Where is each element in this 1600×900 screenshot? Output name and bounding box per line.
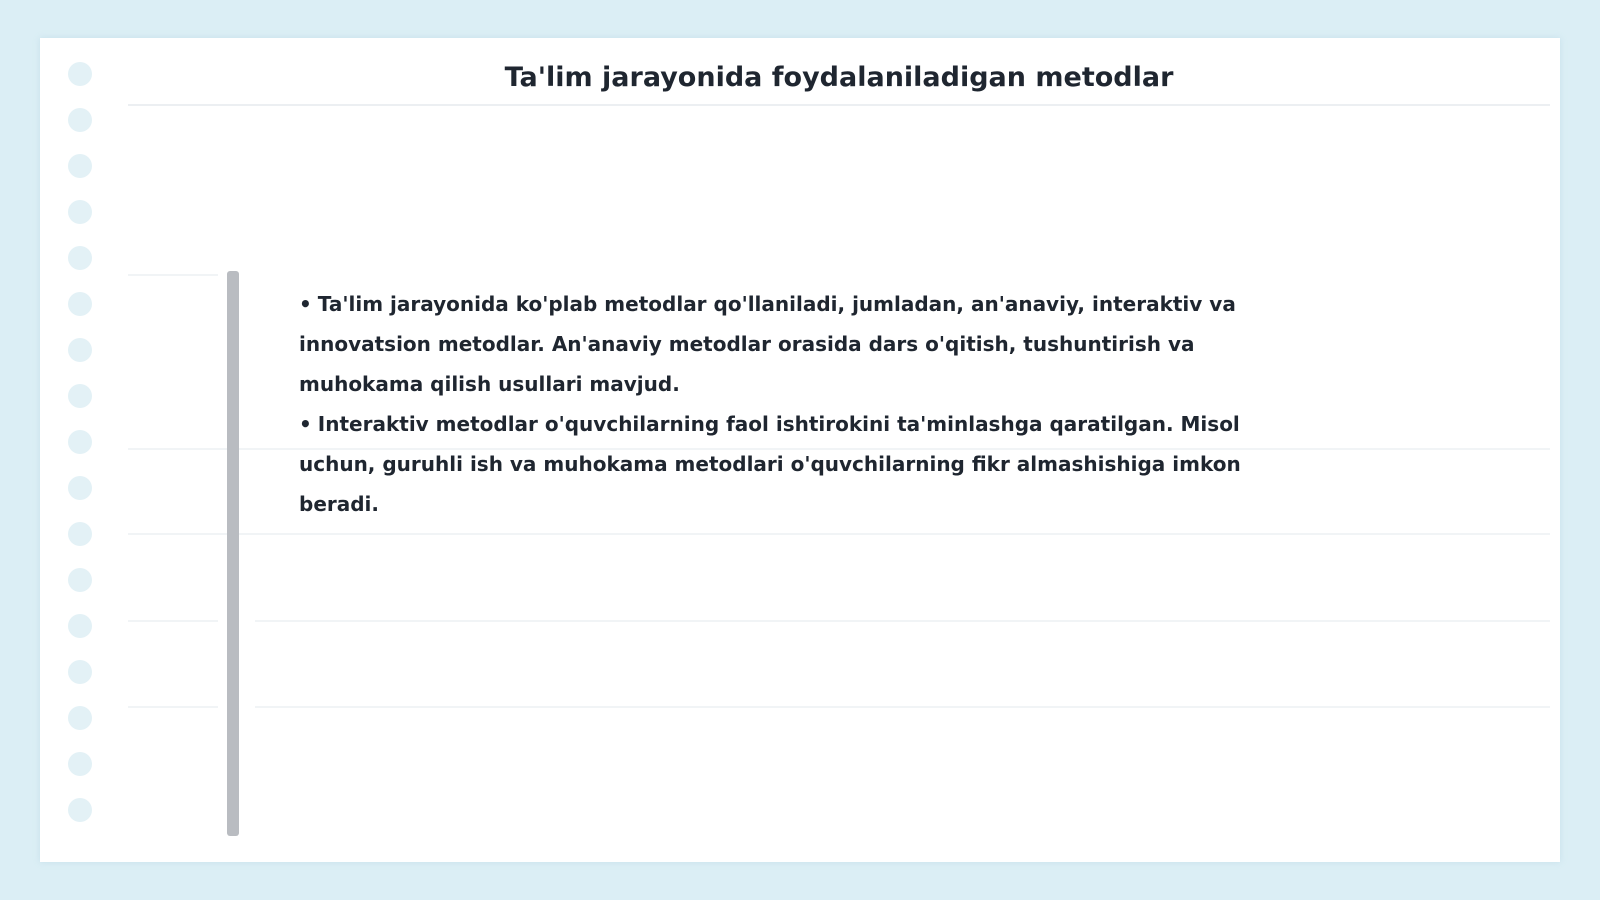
page-title: Ta'lim jarayonida foydalaniladigan metodlar — [504, 62, 1174, 93]
binder-hole — [68, 660, 92, 684]
title-divider — [128, 104, 1550, 106]
binder-hole — [68, 246, 92, 270]
binder-hole — [68, 154, 92, 178]
binder-hole — [68, 292, 92, 316]
binder-hole — [68, 476, 92, 500]
binder-hole — [68, 706, 92, 730]
binder-hole — [68, 568, 92, 592]
ruled-line — [128, 620, 218, 622]
ruled-line — [128, 274, 218, 276]
bullet-text: Ta'lim jarayonida ko'plab metodlar qo'llaniladi, jumladan, an'anaviy, interaktiv va innovatsion metodlar. An'anaviy metodlar orasida dars o'qitish, tushuntirish va muhokama qilish usullari mavjud. — [299, 292, 1236, 396]
binder-strip — [40, 38, 124, 862]
bullet-icon: • — [299, 412, 312, 436]
bullet-text: Interaktiv metodlar o'quvchilarning faol ishtirokini ta'minlashga qaratilgan. Misol uchun, guruhli ish va muhokama metodlari o'quvchilarning fikr almashishiga imkon beradi. — [299, 412, 1241, 516]
bullet-item — [299, 404, 1319, 524]
bullet-item — [299, 284, 1319, 404]
ruled-line — [128, 533, 1550, 535]
binder-hole — [68, 200, 92, 224]
binder-hole — [68, 522, 92, 546]
ruled-line — [255, 706, 1550, 708]
binder-hole — [68, 798, 92, 822]
notebook-page — [40, 38, 1560, 862]
binder-hole — [68, 62, 92, 86]
binder-hole — [68, 430, 92, 454]
binder-hole — [68, 752, 92, 776]
binder-hole — [68, 614, 92, 638]
margin-bar — [227, 271, 239, 836]
bullet-icon: • — [299, 292, 312, 316]
ruled-line — [255, 620, 1550, 622]
binder-hole — [68, 338, 92, 362]
binder-hole — [68, 384, 92, 408]
binder-hole — [68, 108, 92, 132]
content-body — [299, 284, 1319, 524]
ruled-line — [128, 706, 218, 708]
